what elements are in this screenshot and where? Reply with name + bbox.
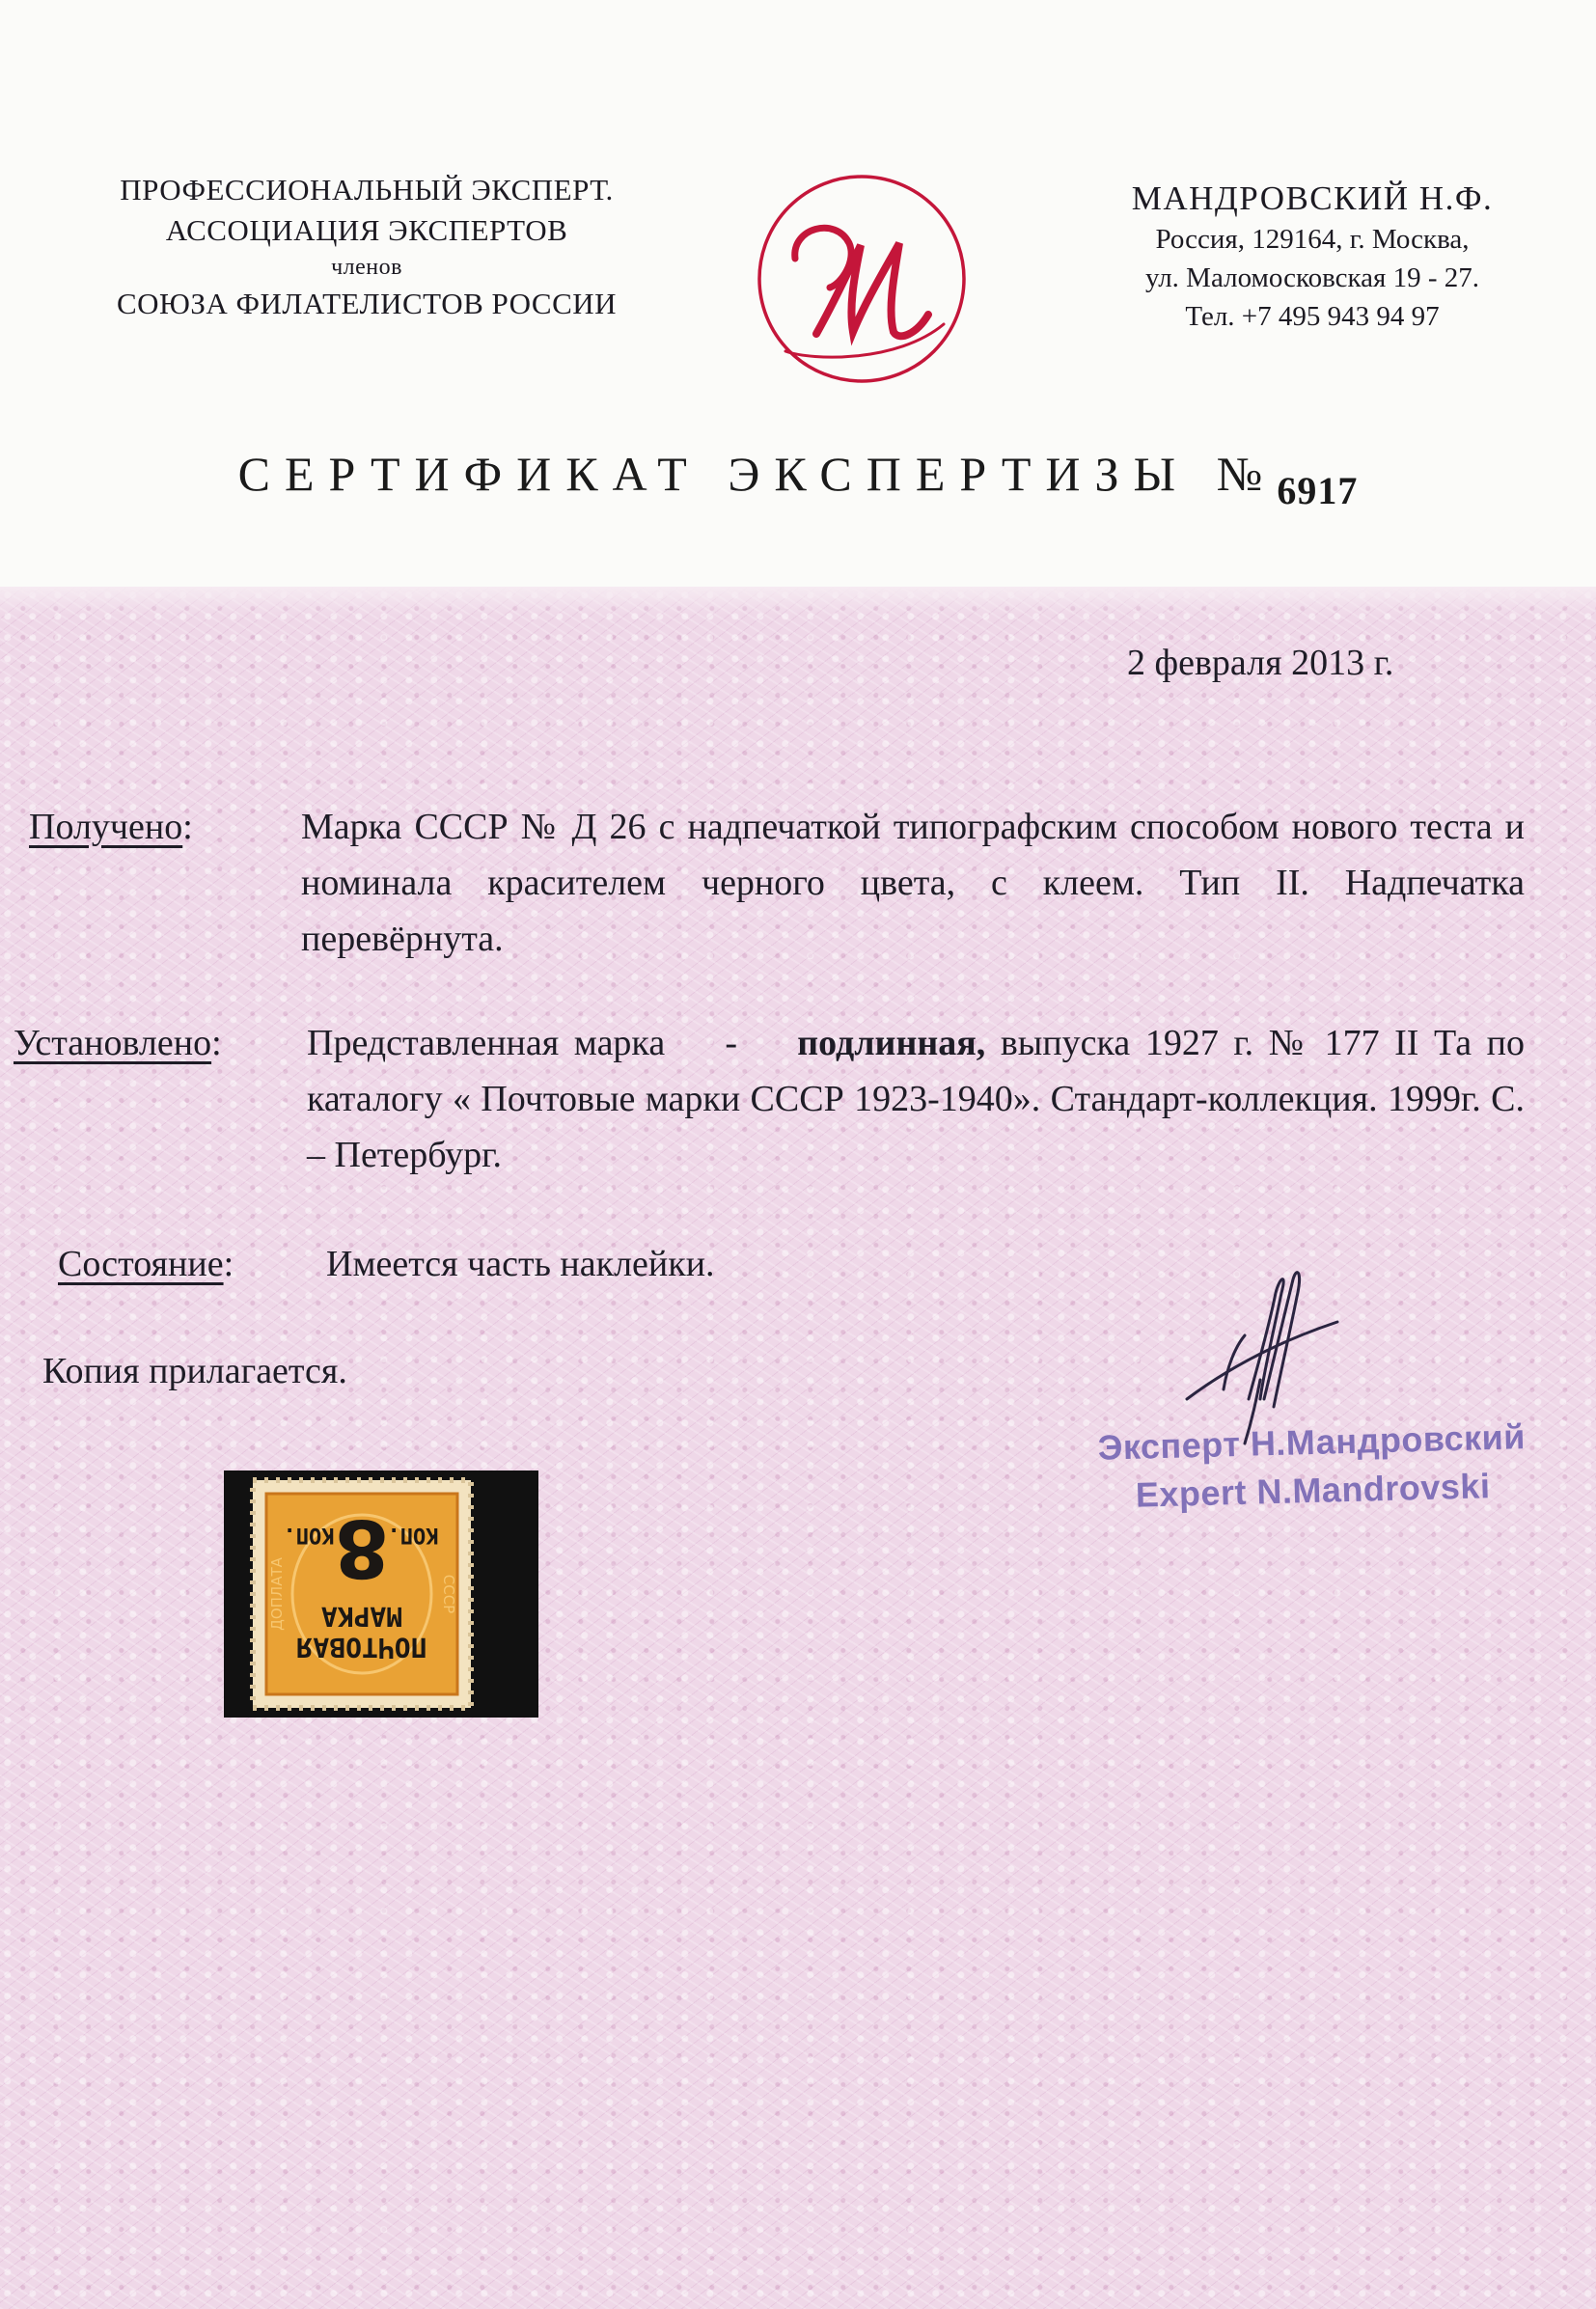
established-text bbox=[307, 1015, 1525, 1183]
expert-rubber-stamp bbox=[1060, 1412, 1564, 1522]
established-label-text: Установлено bbox=[14, 1023, 212, 1063]
expert-stamp-line-en: Expert N.Mandrovski bbox=[1135, 1466, 1491, 1515]
expert-phone: Тел. +7 495 943 94 97 bbox=[1185, 301, 1440, 332]
established-text-after: выпуска 1927 г. № 177 II Та по каталогу « Почтовые марки СССР 1923-1940». Стандарт-коллекция. 1999г. С. – Петербург. bbox=[307, 1023, 1525, 1175]
certificate-date: 2 февраля 2013 г. bbox=[1127, 643, 1394, 683]
postage-stamp-image bbox=[224, 1471, 538, 1718]
monogram-logo bbox=[753, 170, 971, 388]
authenticity-verdict: подлинная, bbox=[797, 1023, 986, 1063]
condition-label-text: Состояние bbox=[58, 1244, 224, 1284]
association-block bbox=[39, 170, 695, 324]
association-line-3: членов bbox=[331, 255, 402, 280]
certificate-number: 6917 bbox=[1277, 469, 1359, 512]
received-label: Получено: bbox=[29, 807, 193, 847]
overprint-unit-left: КОП. bbox=[387, 1523, 439, 1547]
stamp-side-text-right: СССР bbox=[440, 1574, 457, 1614]
association-line-2: АССОЦИАЦИЯ ЭКСПЕРТОВ bbox=[165, 213, 568, 247]
overprint-value: 8 bbox=[334, 1501, 390, 1593]
received-text: Марка СССР № Д 26 с надпечаткой типографским способом нового теста и номинала красителем черного цвета, с клеем. Тип II. Надпечатка перевёрнута. bbox=[301, 807, 1525, 959]
copy-attached-note: Копия прилагается. bbox=[42, 1351, 347, 1391]
expert-contact-block bbox=[1052, 178, 1573, 336]
overprint-line-2: МАРКА bbox=[320, 1601, 403, 1633]
logo-letter: M bbox=[861, 305, 863, 306]
certificate-header bbox=[0, 0, 1596, 587]
expert-address-line-2: ул. Маломосковская 19 - 27. bbox=[1144, 262, 1479, 293]
expert-address-line-1: Россия, 129164, г. Москва, bbox=[1155, 224, 1470, 255]
association-line-4: СОЮЗА ФИЛАТЕЛИСТОВ РОССИИ bbox=[116, 287, 618, 320]
overprint-unit-right: КОП. bbox=[283, 1523, 335, 1547]
established-label: Установлено: bbox=[14, 1023, 222, 1063]
expert-name: МАНДРОВСКИЙ Н.Ф. bbox=[1131, 179, 1494, 217]
association-line-1: ПРОФЕССИОНАЛЬНЫЙ ЭКСПЕРТ. bbox=[120, 173, 614, 206]
overprint-line-1: ПОЧТОВАЯ bbox=[296, 1632, 427, 1663]
certificate-title-text: СЕРТИФИКАТ ЭКСПЕРТИЗЫ № bbox=[237, 447, 1278, 501]
stamp-side-text-left: ДОПЛАТА bbox=[268, 1557, 286, 1631]
guilloche-edge bbox=[0, 587, 1596, 616]
certificate-title bbox=[0, 446, 1596, 512]
received-label-text: Получено bbox=[29, 807, 183, 847]
condition-label: Состояние: bbox=[58, 1244, 234, 1284]
expert-stamp-line-ru: Эксперт Н.Мандровский bbox=[1097, 1416, 1527, 1468]
established-text-before: Представленная марка - bbox=[307, 1023, 798, 1063]
condition-text: Имеется часть наклейки. bbox=[326, 1244, 715, 1284]
